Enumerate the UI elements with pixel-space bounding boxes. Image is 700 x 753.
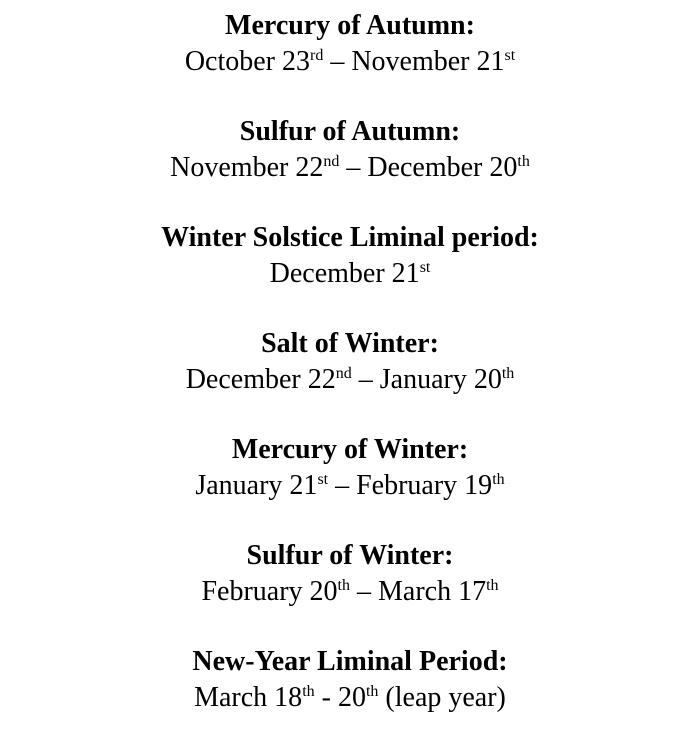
date-text: March 18 bbox=[194, 682, 303, 713]
ordinal-suffix: th bbox=[365, 683, 379, 700]
ordinal-suffix: nd bbox=[323, 153, 340, 170]
ordinal-suffix: th bbox=[302, 683, 315, 700]
period-heading: Salt of Winter: bbox=[261, 328, 439, 359]
date-text: December 22 bbox=[185, 364, 336, 395]
period-dates bbox=[0, 362, 700, 398]
ordinal-suffix: th bbox=[486, 577, 499, 594]
ordinal-suffix: st bbox=[317, 471, 329, 488]
period-entry-salt-of-winter bbox=[0, 326, 700, 398]
period-heading: Mercury of Autumn: bbox=[225, 10, 475, 41]
period-heading: Sulfur of Winter: bbox=[246, 540, 454, 571]
date-text: – February 19 bbox=[328, 470, 493, 501]
ordinal-suffix: th bbox=[501, 365, 515, 382]
period-heading: Mercury of Winter: bbox=[231, 434, 469, 465]
ordinal-suffix: st bbox=[419, 259, 431, 276]
ordinal-suffix: th bbox=[492, 471, 505, 488]
period-dates bbox=[0, 468, 700, 504]
period-dates bbox=[0, 574, 700, 610]
period-dates bbox=[0, 680, 700, 716]
period-entry-mercury-of-winter bbox=[0, 432, 700, 504]
date-text: – January 20 bbox=[351, 364, 502, 395]
period-dates bbox=[0, 256, 700, 292]
ordinal-suffix: rd bbox=[310, 47, 324, 64]
ordinal-suffix: nd bbox=[335, 365, 352, 382]
period-dates bbox=[0, 44, 700, 80]
period-entry-new-year-liminal bbox=[0, 644, 700, 716]
period-heading: New-Year Liminal Period: bbox=[192, 646, 508, 677]
date-text: December 21 bbox=[269, 258, 420, 289]
period-entry-winter-solstice-liminal bbox=[0, 220, 700, 292]
date-text: – March 17 bbox=[350, 576, 487, 607]
period-heading: Winter Solstice Liminal period: bbox=[161, 222, 539, 253]
date-text: February 20 bbox=[201, 576, 338, 607]
period-entry-sulfur-of-winter bbox=[0, 538, 700, 610]
period-dates bbox=[0, 150, 700, 186]
period-entry-sulfur-of-autumn bbox=[0, 114, 700, 186]
date-text: November 22 bbox=[170, 152, 324, 183]
date-text: (leap year) bbox=[378, 682, 506, 713]
period-heading: Sulfur of Autumn: bbox=[239, 116, 461, 147]
ordinal-suffix: st bbox=[504, 47, 516, 64]
date-text: October 23 bbox=[184, 46, 310, 77]
date-text: - 20 bbox=[314, 682, 366, 713]
date-text: January 21 bbox=[195, 470, 318, 501]
ordinal-suffix: th bbox=[337, 577, 350, 594]
date-text: – December 20 bbox=[339, 152, 518, 183]
ordinal-suffix: th bbox=[517, 153, 530, 170]
period-entry-mercury-of-autumn bbox=[0, 8, 700, 80]
date-text: – November 21 bbox=[323, 46, 505, 77]
